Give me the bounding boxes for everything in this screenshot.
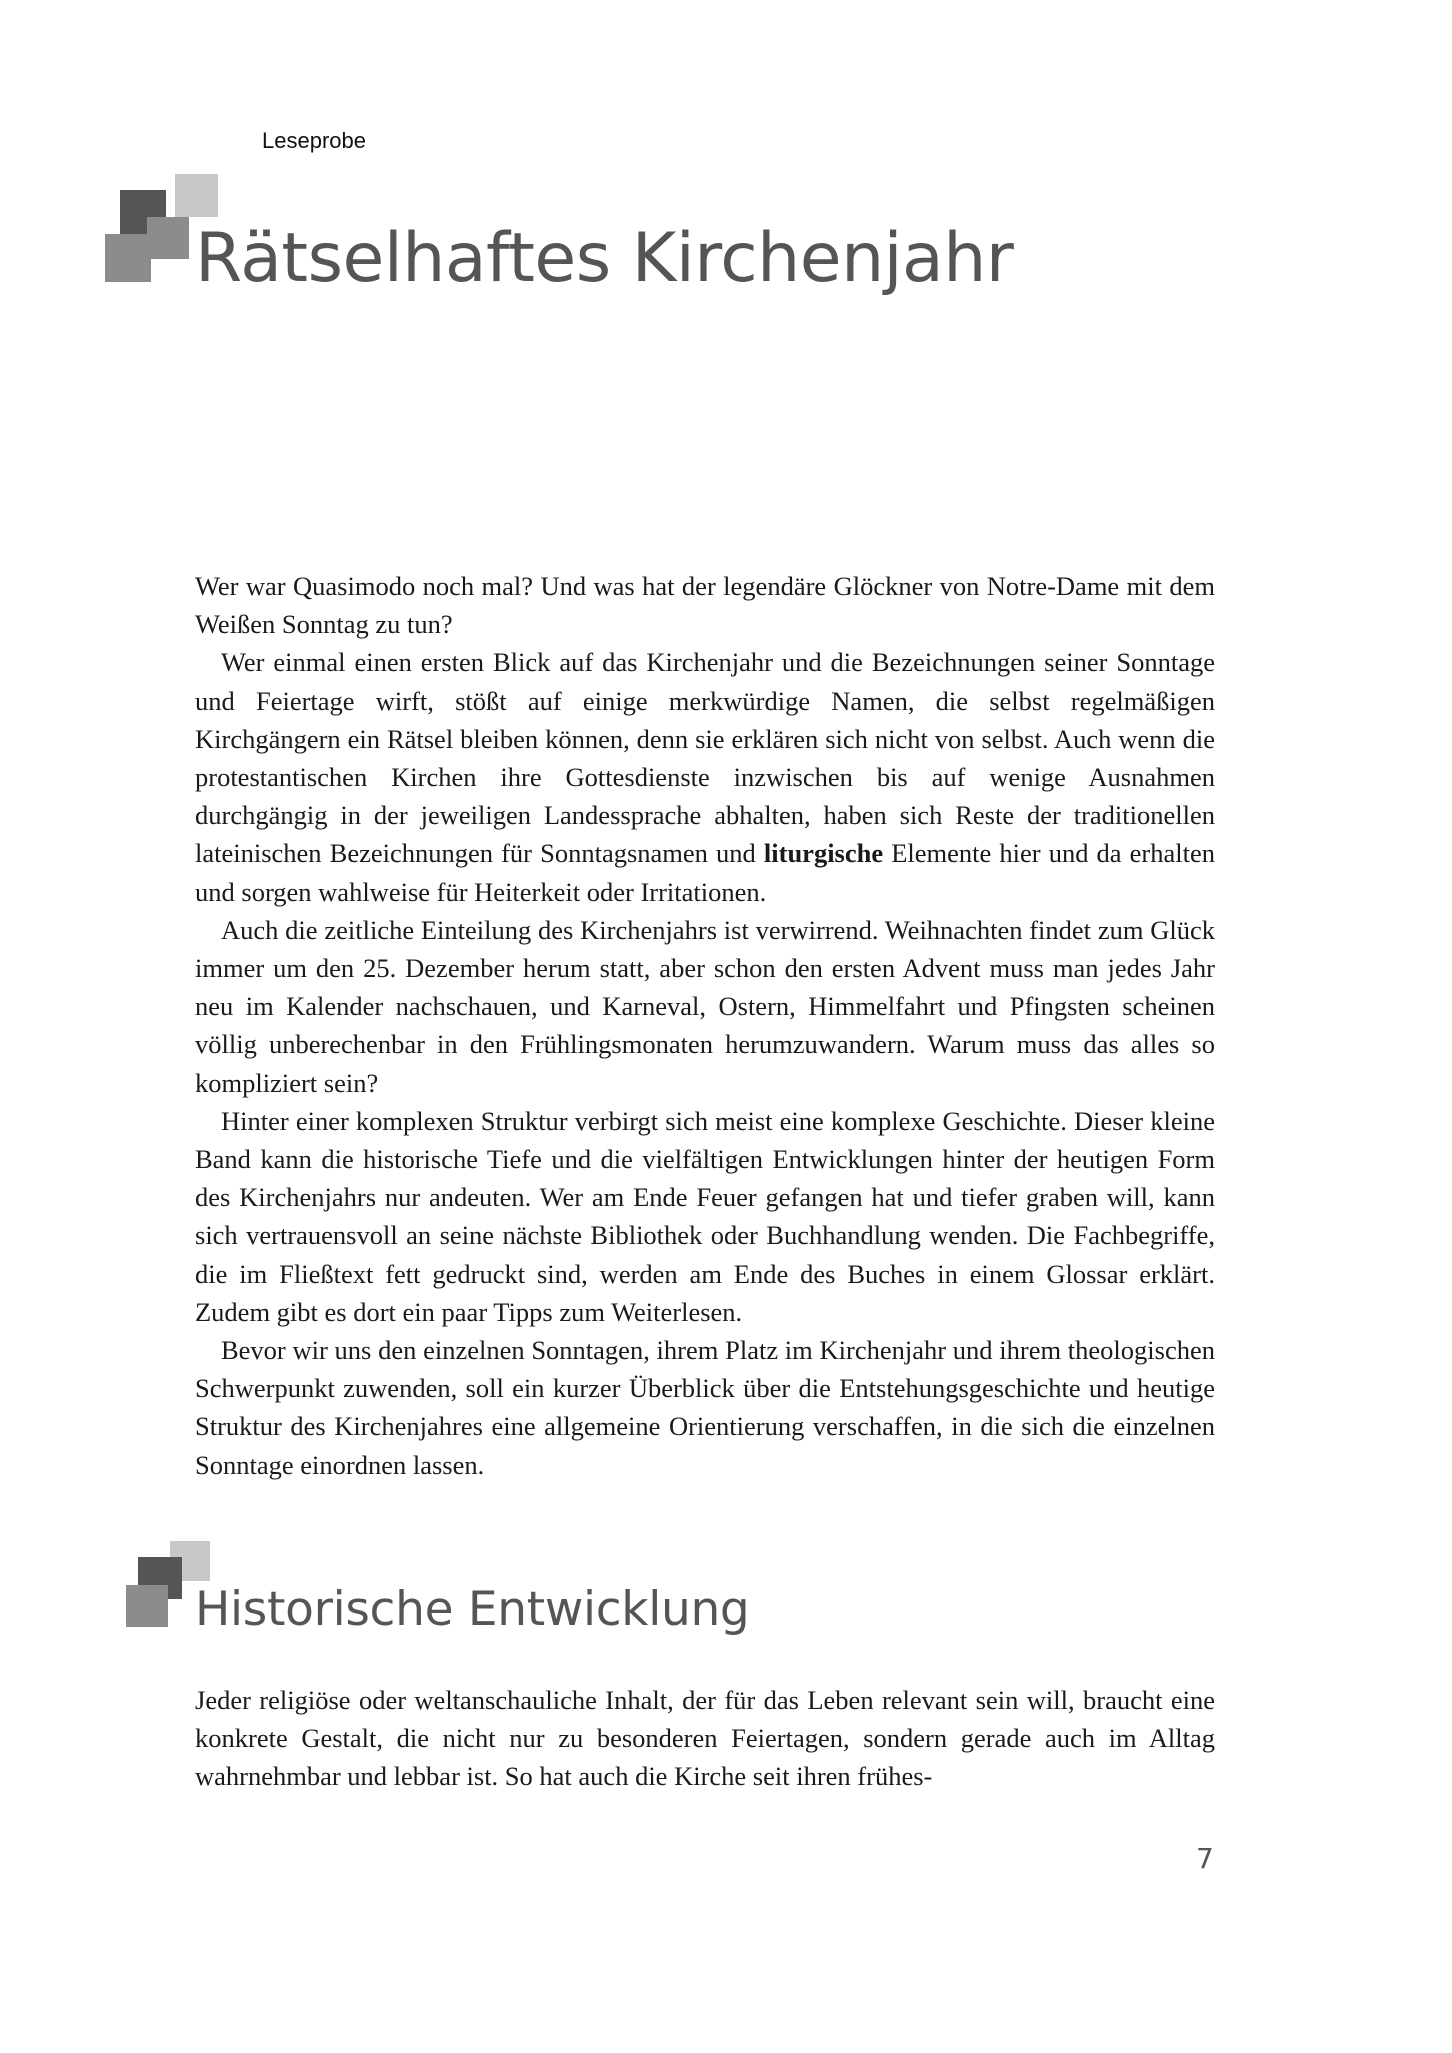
paragraph-5: Bevor wir uns den einzelnen Sonntagen, ihrem Platz im Kirchenjahr und ihrem theologischen Schwerpunkt zuwenden, soll ein kurzer Überblick über die Entstehungsgeschichte und heutige Struktur des Kirchenjahres eine allgemeine Orientierung verschaffen, in die sich die einzelnen Sonntage einordnen lassen. [195,1335,1215,1480]
chapter-title: Rätselhaftes Kirchenjahr [195,219,1014,298]
chapter-body [195,567,1215,1484]
ornament-square-light [175,174,218,217]
paragraph-3: Auch die zeitliche Einteilung des Kirchenjahrs ist verwirrend. Weihnachten findet zum Glück immer um den 25. Dezember herum statt, aber schon den ersten Advent muss man jedes Jahr neu im Kalender nachschauen, und Karneval, Ostern, Himmelfahrt und Pfingsten scheinen völlig unberechenbar in den Frühlingsmonaten herumzuwandern. Warum muss das alles so kompliziert sein? [195,914,1215,1098]
page-number: 7 [1196,1842,1214,1875]
section-body [195,1681,1215,1796]
ornament-square-mid-right [147,217,189,259]
ornament-square-mid-left [105,234,151,282]
running-head: Leseprobe [262,128,366,153]
paragraph-2-tail: Elemente hier und da erhalten und sorgen wahlweise für Heiterkeit oder Irritationen. [195,838,1216,907]
paragraph-4: Hinter einer komplexen Struktur verbirgt sich meist eine komplexe Geschichte. Dieser kleine Band kann die historische Tiefe und die vielfältigen Entwicklungen hinter der heutigen Form des Kirchenjahrs nur andeuten. Wer am Ende Feuer gefangen hat und tiefer graben will, kann sich vertrauensvoll an seine nächste Bibliothek oder Buchhandlung wenden. Die Fachbegriffe, die im Fließtext fett gedruckt sind, werden am Ende des Buches in einem Glossar erklärt. Zudem gibt es dort ein paar Tipps zum Weiterlesen. [195,1105,1215,1327]
section-paragraph-1: Jeder religiöse oder weltanschauliche Inhalt, der für das Leben relevant sein will, braucht eine konkrete Gestalt, die nicht nur zu besonderen Feiertagen, sondern gerade auch im Alltag wahrnehmbar und lebbar ist. So hat auch die Kirche seit ihren frühes- [195,1685,1215,1792]
paragraph-2-text: Wer einmal einen ersten Blick auf das Kirchenjahr und die Bezeichnungen seiner Sonntage und Feiertage wirft, stößt auf einige merkwürdige Namen, die selbst regelmäßigen Kirchgängern ein Rätsel bleiben können, denn sie erklären sich nicht von selbst. Auch wenn die protestantischen Kirchen ihre Gottesdienste inzwischen bis auf wenige Ausnahmen durchgängig in der jeweiligen Landessprache abhalten, haben sich Reste der traditionellen lateinischen Bezeichnungen für Sonntagsnamen und [195,647,1215,869]
paragraph-1: Wer war Quasimodo noch mal? Und was hat der legendäre Glöckner von Notre-Dame mit dem Weißen Sonntag zu tun? [195,571,1215,640]
paragraph-2 [195,643,1215,910]
ornament-square-mid [126,1585,168,1627]
section-title: Historische Entwicklung [195,1582,750,1637]
glossary-term-liturgische: liturgische [763,838,884,869]
